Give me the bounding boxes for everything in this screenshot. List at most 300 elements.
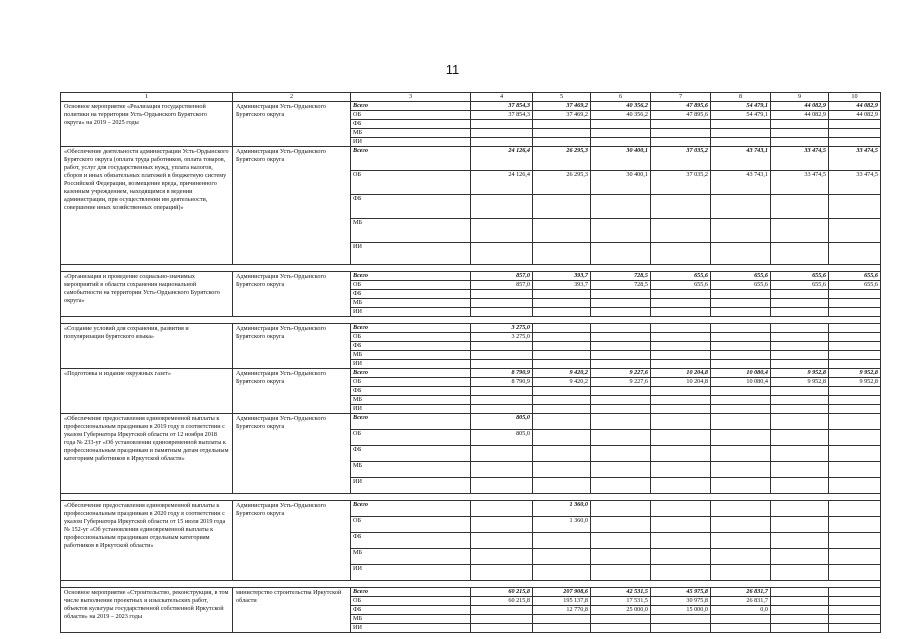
amount-cell: 857,0: [471, 281, 533, 290]
funding-source: МБ: [351, 615, 471, 624]
funding-source: ФБ: [351, 342, 471, 351]
amount-cell: 195 137,8: [533, 597, 591, 606]
amount-cell: [711, 565, 771, 581]
amount-cell: [771, 360, 829, 369]
amount-cell: [591, 290, 651, 299]
amount-cell: [651, 517, 711, 533]
amount-cell: [771, 517, 829, 533]
amount-cell: [771, 624, 829, 633]
amount-cell: 9 227,6: [591, 369, 651, 378]
funding-source: Всего: [351, 414, 471, 430]
amount-cell: [471, 387, 533, 396]
amount-cell: [471, 615, 533, 624]
amount-cell: 43 743,1: [711, 171, 771, 195]
amount-cell: 24 126,4: [471, 147, 533, 171]
amount-cell: [771, 333, 829, 342]
executor: министерство строительства Иркутской области: [233, 588, 351, 633]
amount-cell: [591, 549, 651, 565]
funding-source: ФБ: [351, 195, 471, 219]
amount-cell: [471, 565, 533, 581]
amount-cell: [711, 414, 771, 430]
activity-description: Основное мероприятие «Строительство, реконструкция, в том числе выполнение проектных и изыскательских работ, объектов культуры государственной собственной Иркутской области» на 2019 – 2023 годы: [61, 588, 233, 633]
amount-cell: [711, 243, 771, 265]
amount-cell: [651, 290, 711, 299]
amount-cell: [829, 624, 881, 633]
funding-source: Всего: [351, 147, 471, 171]
amount-cell: [471, 624, 533, 633]
budget-table: [60, 92, 881, 633]
amount-cell: [771, 351, 829, 360]
amount-cell: [651, 243, 711, 265]
amount-cell: [651, 478, 711, 494]
amount-cell: [471, 405, 533, 414]
amount-cell: [591, 351, 651, 360]
funding-source: ОБ: [351, 430, 471, 446]
amount-cell: [591, 478, 651, 494]
amount-cell: [533, 195, 591, 219]
funding-source: ФБ: [351, 446, 471, 462]
amount-cell: [533, 308, 591, 317]
amount-cell: [471, 243, 533, 265]
amount-cell: 44 082,9: [771, 102, 829, 111]
amount-cell: [533, 462, 591, 478]
amount-cell: [533, 299, 591, 308]
amount-cell: [829, 405, 881, 414]
amount-cell: 9 952,8: [771, 378, 829, 387]
amount-cell: [591, 324, 651, 333]
amount-cell: [651, 501, 711, 517]
amount-cell: [651, 462, 711, 478]
amount-cell: [591, 405, 651, 414]
amount-cell: [651, 351, 711, 360]
amount-cell: [771, 478, 829, 494]
amount-cell: [651, 342, 711, 351]
amount-cell: [471, 462, 533, 478]
amount-cell: [711, 446, 771, 462]
amount-cell: [771, 430, 829, 446]
funding-source: ФБ: [351, 606, 471, 615]
funding-source: ИИ: [351, 565, 471, 581]
amount-cell: 9 420,2: [533, 369, 591, 378]
amount-cell: [829, 597, 881, 606]
funding-source: Всего: [351, 369, 471, 378]
amount-cell: 37 469,2: [533, 102, 591, 111]
amount-cell: [651, 308, 711, 317]
amount-cell: 42 531,5: [591, 588, 651, 597]
funding-source: МБ: [351, 219, 471, 243]
funding-source: ИИ: [351, 624, 471, 633]
amount-cell: [829, 308, 881, 317]
amount-cell: [471, 195, 533, 219]
amount-cell: 8 790,9: [471, 369, 533, 378]
amount-cell: [591, 446, 651, 462]
funding-source: ИИ: [351, 308, 471, 317]
amount-cell: [771, 129, 829, 138]
funding-source: МБ: [351, 396, 471, 405]
column-header: 5: [533, 93, 591, 102]
funding-source: ИИ: [351, 478, 471, 494]
executor: Администрация Усть-Ордынского Бурятского округа: [233, 369, 351, 414]
amount-cell: 40 356,2: [591, 102, 651, 111]
funding-source: ОБ: [351, 378, 471, 387]
amount-cell: [829, 342, 881, 351]
amount-cell: 44 082,9: [829, 111, 881, 120]
amount-cell: [533, 549, 591, 565]
amount-cell: 9 227,6: [591, 378, 651, 387]
amount-cell: 728,5: [591, 272, 651, 281]
amount-cell: [829, 478, 881, 494]
amount-cell: [591, 501, 651, 517]
amount-cell: [533, 533, 591, 549]
amount-cell: [771, 299, 829, 308]
amount-cell: [591, 219, 651, 243]
funding-source: ИИ: [351, 405, 471, 414]
amount-cell: 17 531,5: [591, 597, 651, 606]
amount-cell: 805,0: [471, 414, 533, 430]
funding-source: ОБ: [351, 333, 471, 342]
amount-cell: [651, 624, 711, 633]
amount-cell: 44 082,9: [829, 102, 881, 111]
amount-cell: [771, 606, 829, 615]
amount-cell: [829, 565, 881, 581]
header-row: [61, 93, 881, 102]
amount-cell: [471, 549, 533, 565]
amount-cell: [651, 414, 711, 430]
amount-cell: [771, 533, 829, 549]
amount-cell: [651, 396, 711, 405]
activity-description: «Обеспечение предоставления единовременной выплаты к профессиональным праздникам в 2019 году в соответствии с указом Губернатора Иркутской области от 12 ноября 2018 года № 233-уг «Об установлении единовременной выплаты к профессиональным праздникам и памятным датам отдельным категориям работников в Иркутской области»: [61, 414, 233, 494]
amount-cell: [591, 430, 651, 446]
column-header: 2: [233, 93, 351, 102]
executor: Администрация Усть-Ордынского Бурятского округа: [233, 272, 351, 317]
amount-cell: 60 215,8: [471, 597, 533, 606]
executor: Администрация Усть-Ордынского Бурятского округа: [233, 147, 351, 265]
amount-cell: [771, 549, 829, 565]
amount-cell: 9 420,2: [533, 378, 591, 387]
column-header: 4: [471, 93, 533, 102]
amount-cell: 3 275,0: [471, 333, 533, 342]
amount-cell: [591, 360, 651, 369]
funding-source: ОБ: [351, 517, 471, 533]
amount-cell: [771, 501, 829, 517]
amount-cell: [471, 308, 533, 317]
executor: Администрация Усть-Ордынского Бурятского округа: [233, 102, 351, 147]
amount-cell: [533, 405, 591, 414]
amount-cell: 9 952,8: [829, 369, 881, 378]
amount-cell: [829, 414, 881, 430]
amount-cell: [711, 360, 771, 369]
amount-cell: 0,0: [711, 606, 771, 615]
amount-cell: 26 295,3: [533, 147, 591, 171]
amount-cell: 45 975,8: [651, 588, 711, 597]
funding-source: ФБ: [351, 387, 471, 396]
amount-cell: [771, 308, 829, 317]
amount-cell: [711, 342, 771, 351]
executor: Администрация Усть-Ордынского Бурятского округа: [233, 324, 351, 369]
amount-cell: 47 895,6: [651, 102, 711, 111]
amount-cell: [533, 219, 591, 243]
column-header: 3: [351, 93, 471, 102]
table-body: [61, 93, 881, 633]
amount-cell: [711, 351, 771, 360]
amount-cell: [771, 405, 829, 414]
table-row: [61, 147, 881, 171]
amount-cell: [711, 517, 771, 533]
amount-cell: [771, 219, 829, 243]
amount-cell: [711, 299, 771, 308]
table-row: [61, 272, 881, 281]
amount-cell: 1 360,0: [533, 501, 591, 517]
amount-cell: 9 952,8: [829, 378, 881, 387]
amount-cell: [829, 219, 881, 243]
amount-cell: [471, 138, 533, 147]
funding-source: Всего: [351, 588, 471, 597]
amount-cell: [771, 243, 829, 265]
amount-cell: [651, 549, 711, 565]
amount-cell: [591, 533, 651, 549]
amount-cell: [471, 501, 533, 517]
amount-cell: [533, 342, 591, 351]
amount-cell: [591, 517, 651, 533]
amount-cell: [651, 387, 711, 396]
amount-cell: 40 356,2: [591, 111, 651, 120]
amount-cell: [829, 462, 881, 478]
amount-cell: [533, 351, 591, 360]
amount-cell: [771, 387, 829, 396]
column-header: 8: [711, 93, 771, 102]
amount-cell: [829, 120, 881, 129]
amount-cell: [711, 138, 771, 147]
amount-cell: 47 895,6: [651, 111, 711, 120]
amount-cell: [829, 299, 881, 308]
funding-source: ИИ: [351, 360, 471, 369]
amount-cell: [829, 588, 881, 597]
amount-cell: [829, 615, 881, 624]
amount-cell: [533, 324, 591, 333]
amount-cell: [711, 129, 771, 138]
funding-source: МБ: [351, 129, 471, 138]
amount-cell: [771, 462, 829, 478]
amount-cell: [471, 478, 533, 494]
amount-cell: [651, 324, 711, 333]
amount-cell: [533, 624, 591, 633]
amount-cell: [471, 533, 533, 549]
amount-cell: [711, 501, 771, 517]
amount-cell: [711, 120, 771, 129]
funding-source: ФБ: [351, 533, 471, 549]
amount-cell: 43 743,1: [711, 147, 771, 171]
amount-cell: [771, 120, 829, 129]
amount-cell: [711, 290, 771, 299]
amount-cell: [651, 565, 711, 581]
amount-cell: [771, 138, 829, 147]
amount-cell: 655,6: [771, 272, 829, 281]
amount-cell: [651, 219, 711, 243]
amount-cell: 805,0: [471, 430, 533, 446]
amount-cell: [533, 615, 591, 624]
amount-cell: 10 204,8: [651, 378, 711, 387]
column-header: 6: [591, 93, 651, 102]
amount-cell: [591, 396, 651, 405]
amount-cell: 26 831,7: [711, 588, 771, 597]
amount-cell: 8 790,9: [471, 378, 533, 387]
amount-cell: [591, 308, 651, 317]
amount-cell: 37 469,2: [533, 111, 591, 120]
amount-cell: [829, 351, 881, 360]
amount-cell: 60 215,8: [471, 588, 533, 597]
amount-cell: 655,6: [651, 272, 711, 281]
funding-source: ИИ: [351, 138, 471, 147]
funding-source: ИИ: [351, 243, 471, 265]
amount-cell: 10 080,4: [711, 369, 771, 378]
amount-cell: [711, 462, 771, 478]
funding-source: МБ: [351, 351, 471, 360]
amount-cell: 33 474,5: [771, 147, 829, 171]
amount-cell: [651, 615, 711, 624]
page-number: 11: [445, 62, 460, 77]
amount-cell: 25 000,0: [591, 606, 651, 615]
amount-cell: 393,7: [533, 272, 591, 281]
amount-cell: [771, 615, 829, 624]
amount-cell: 12 770,8: [533, 606, 591, 615]
amount-cell: [651, 360, 711, 369]
amount-cell: [651, 430, 711, 446]
activity-description: «Создание условий для сохранения, развития и популяризации бурятского языка»: [61, 324, 233, 369]
amount-cell: [591, 243, 651, 265]
amount-cell: [711, 430, 771, 446]
amount-cell: [651, 405, 711, 414]
activity-description: «Обеспечение предоставления единовременной выплаты к профессиональным праздникам в 2020 году в соответствии с указом Губернатора Иркутской области от 15 июля 2019 года № 152-уг «Об установлении единовременной выплаты к профессиональным праздникам отдельным категориям работников в Иркутской области»: [61, 501, 233, 581]
amount-cell: [829, 243, 881, 265]
executor: Администрация Усть-Ордынского Бурятского округа: [233, 414, 351, 494]
amount-cell: 207 908,6: [533, 588, 591, 597]
table-row: [61, 102, 881, 111]
amount-cell: [471, 129, 533, 138]
amount-cell: [533, 243, 591, 265]
amount-cell: [829, 549, 881, 565]
column-header: 10: [829, 93, 881, 102]
amount-cell: [533, 333, 591, 342]
amount-cell: [533, 565, 591, 581]
amount-cell: 37 854,3: [471, 102, 533, 111]
funding-source: Всего: [351, 102, 471, 111]
table-row: [61, 324, 881, 333]
amount-cell: [651, 533, 711, 549]
amount-cell: [651, 446, 711, 462]
amount-cell: [771, 290, 829, 299]
amount-cell: [591, 195, 651, 219]
spacer-row: [61, 317, 881, 324]
amount-cell: [651, 299, 711, 308]
amount-cell: 857,0: [471, 272, 533, 281]
amount-cell: 655,6: [829, 281, 881, 290]
column-header: 1: [61, 93, 233, 102]
activity-description: «Обеспечение деятельности администрации Усть-Ордынского Бурятского округа (оплата труда работников, оплата товаров, работ, услуг для государственных нужд, уплата налогов, сборов и иных обязательных платежей в бюджетную систему Российской Федерации, возмещение вреда, причиненного казенным учреждением, находящимся в ведении администрации, при осуществлении им деятельности, совершение иных хозяйственных операций)»: [61, 147, 233, 265]
activity-description: «Подготовка и издание окружных газет»: [61, 369, 233, 414]
amount-cell: 393,7: [533, 281, 591, 290]
amount-cell: [591, 624, 651, 633]
amount-cell: [771, 195, 829, 219]
amount-cell: [591, 138, 651, 147]
amount-cell: [651, 120, 711, 129]
table-row: [61, 588, 881, 597]
spacer-row: [61, 494, 881, 501]
amount-cell: [471, 606, 533, 615]
amount-cell: 33 474,5: [771, 171, 829, 195]
amount-cell: [829, 606, 881, 615]
amount-cell: 26 295,3: [533, 171, 591, 195]
amount-cell: [771, 565, 829, 581]
amount-cell: 10 204,8: [651, 369, 711, 378]
amount-cell: [651, 138, 711, 147]
funding-source: ОБ: [351, 111, 471, 120]
amount-cell: [471, 396, 533, 405]
table-row: [61, 369, 881, 378]
amount-cell: [829, 360, 881, 369]
funding-source: ФБ: [351, 290, 471, 299]
amount-cell: [471, 360, 533, 369]
amount-cell: [533, 414, 591, 430]
amount-cell: [591, 333, 651, 342]
amount-cell: [829, 129, 881, 138]
amount-cell: [829, 517, 881, 533]
column-header: 9: [771, 93, 829, 102]
amount-cell: [829, 324, 881, 333]
amount-cell: [591, 129, 651, 138]
amount-cell: [711, 405, 771, 414]
amount-cell: [771, 396, 829, 405]
amount-cell: [651, 129, 711, 138]
amount-cell: 44 082,9: [771, 111, 829, 120]
amount-cell: [591, 414, 651, 430]
amount-cell: [591, 615, 651, 624]
amount-cell: [771, 414, 829, 430]
spacer-row: [61, 265, 881, 272]
amount-cell: [471, 219, 533, 243]
amount-cell: [533, 290, 591, 299]
table-row: [61, 414, 881, 430]
amount-cell: [771, 597, 829, 606]
amount-cell: 30 400,1: [591, 171, 651, 195]
amount-cell: 33 474,5: [829, 147, 881, 171]
amount-cell: 54 479,1: [711, 102, 771, 111]
amount-cell: [533, 360, 591, 369]
spacer-row: [61, 581, 881, 588]
amount-cell: [711, 549, 771, 565]
amount-cell: [533, 396, 591, 405]
amount-cell: [591, 120, 651, 129]
activity-description: «Организация и проведение социально-значимых мероприятий в области сохранения национальной самобытности на территории Усть-Ордынского Бурятского округа»: [61, 272, 233, 317]
amount-cell: 37 035,2: [651, 147, 711, 171]
amount-cell: [829, 446, 881, 462]
amount-cell: [711, 308, 771, 317]
amount-cell: [711, 615, 771, 624]
amount-cell: 3 275,0: [471, 324, 533, 333]
amount-cell: 9 952,8: [771, 369, 829, 378]
amount-cell: [829, 430, 881, 446]
amount-cell: [533, 129, 591, 138]
amount-cell: [711, 478, 771, 494]
amount-cell: [533, 430, 591, 446]
amount-cell: [771, 324, 829, 333]
executor: Администрация Усть-Ордынского Бурятского округа: [233, 501, 351, 581]
amount-cell: [711, 324, 771, 333]
amount-cell: 30 975,8: [651, 597, 711, 606]
amount-cell: 655,6: [711, 272, 771, 281]
amount-cell: [711, 195, 771, 219]
amount-cell: [471, 351, 533, 360]
amount-cell: [651, 333, 711, 342]
